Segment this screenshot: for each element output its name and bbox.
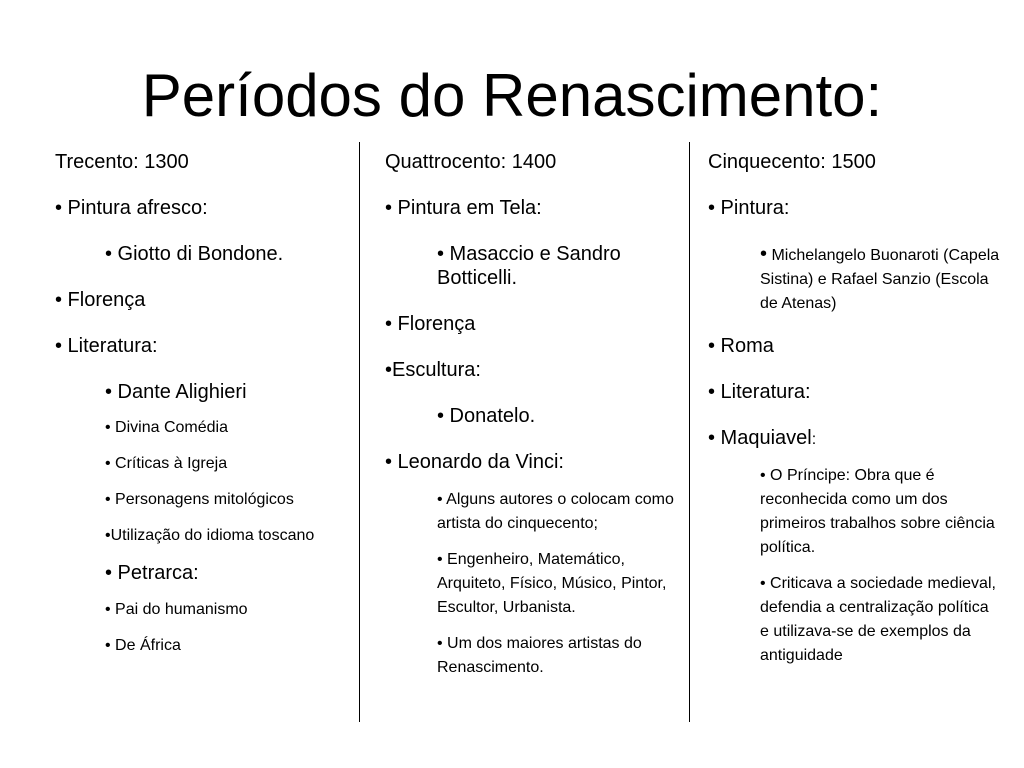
list-item: • Divina Comédia xyxy=(105,419,228,436)
list-item: •Escultura: xyxy=(385,359,481,381)
list-item: • Pintura afresco: xyxy=(55,197,208,219)
list-item xyxy=(708,426,1008,452)
list-item: • Pintura: xyxy=(708,197,790,219)
list-item: • Personagens mitológicos xyxy=(105,491,294,508)
column-divider xyxy=(689,142,690,722)
list-item xyxy=(760,242,1000,316)
list-item: • Alguns autores o colocam como artista do cinquecento; xyxy=(437,491,674,532)
column-heading: Cinquecento: 1500 xyxy=(708,151,876,173)
list-item: • Pintura em Tela: xyxy=(385,197,542,219)
list-item: • Criticava a sociedade medieval, defendia a centralização política e utilizava-se de exemplos da antiguidade xyxy=(760,575,996,664)
column-heading: Quattrocento: 1400 xyxy=(385,151,557,173)
list-item-suffix: : xyxy=(811,431,817,448)
list-item: • Engenheiro, Matemático, Arquiteto, Físico, Músico, Pintor, Escultor, Urbanista. xyxy=(437,551,667,616)
list-item: • Um dos maiores artistas do Renascimento. xyxy=(437,635,642,676)
list-item: • Donatelo. xyxy=(437,405,536,427)
slide-title: Períodos do Renascimento: xyxy=(141,62,883,129)
list-item: •Utilização do idioma toscano xyxy=(105,527,315,544)
list-item: • De África xyxy=(105,637,181,654)
column-trecento xyxy=(55,150,355,670)
list-item-text: Michelangelo Buonaroti (Capela Sistina) e Rafael Sanzio (Escola de Atenas) xyxy=(760,247,1000,312)
column-divider xyxy=(359,142,360,722)
list-item: • Florença xyxy=(55,289,146,311)
bullet: • xyxy=(760,243,768,265)
column-quattrocento xyxy=(385,150,685,692)
list-item: • Florença xyxy=(385,313,476,335)
list-item: • O Príncipe: Obra que é reconhecida como um dos primeiros trabalhos sobre ciência política. xyxy=(760,467,995,556)
list-item: • Giotto di Bondone. xyxy=(105,243,284,265)
column-heading: Trecento: 1300 xyxy=(55,151,189,173)
list-item: • Críticas à Igreja xyxy=(105,455,228,472)
list-item: • Literatura: xyxy=(55,335,158,357)
list-item: • Petrarca: xyxy=(105,562,199,584)
list-item: • Roma xyxy=(708,335,774,357)
list-item: • Leonardo da Vinci: xyxy=(385,451,564,473)
list-item: • Masaccio e Sandro Botticelli. xyxy=(437,243,621,289)
list-item: • Pai do humanismo xyxy=(105,601,248,618)
list-item: • Dante Alighieri xyxy=(105,381,247,403)
list-item: • Literatura: xyxy=(708,381,811,403)
column-cinquecento xyxy=(708,150,1008,680)
list-item-text: • Maquiavel xyxy=(708,427,812,449)
